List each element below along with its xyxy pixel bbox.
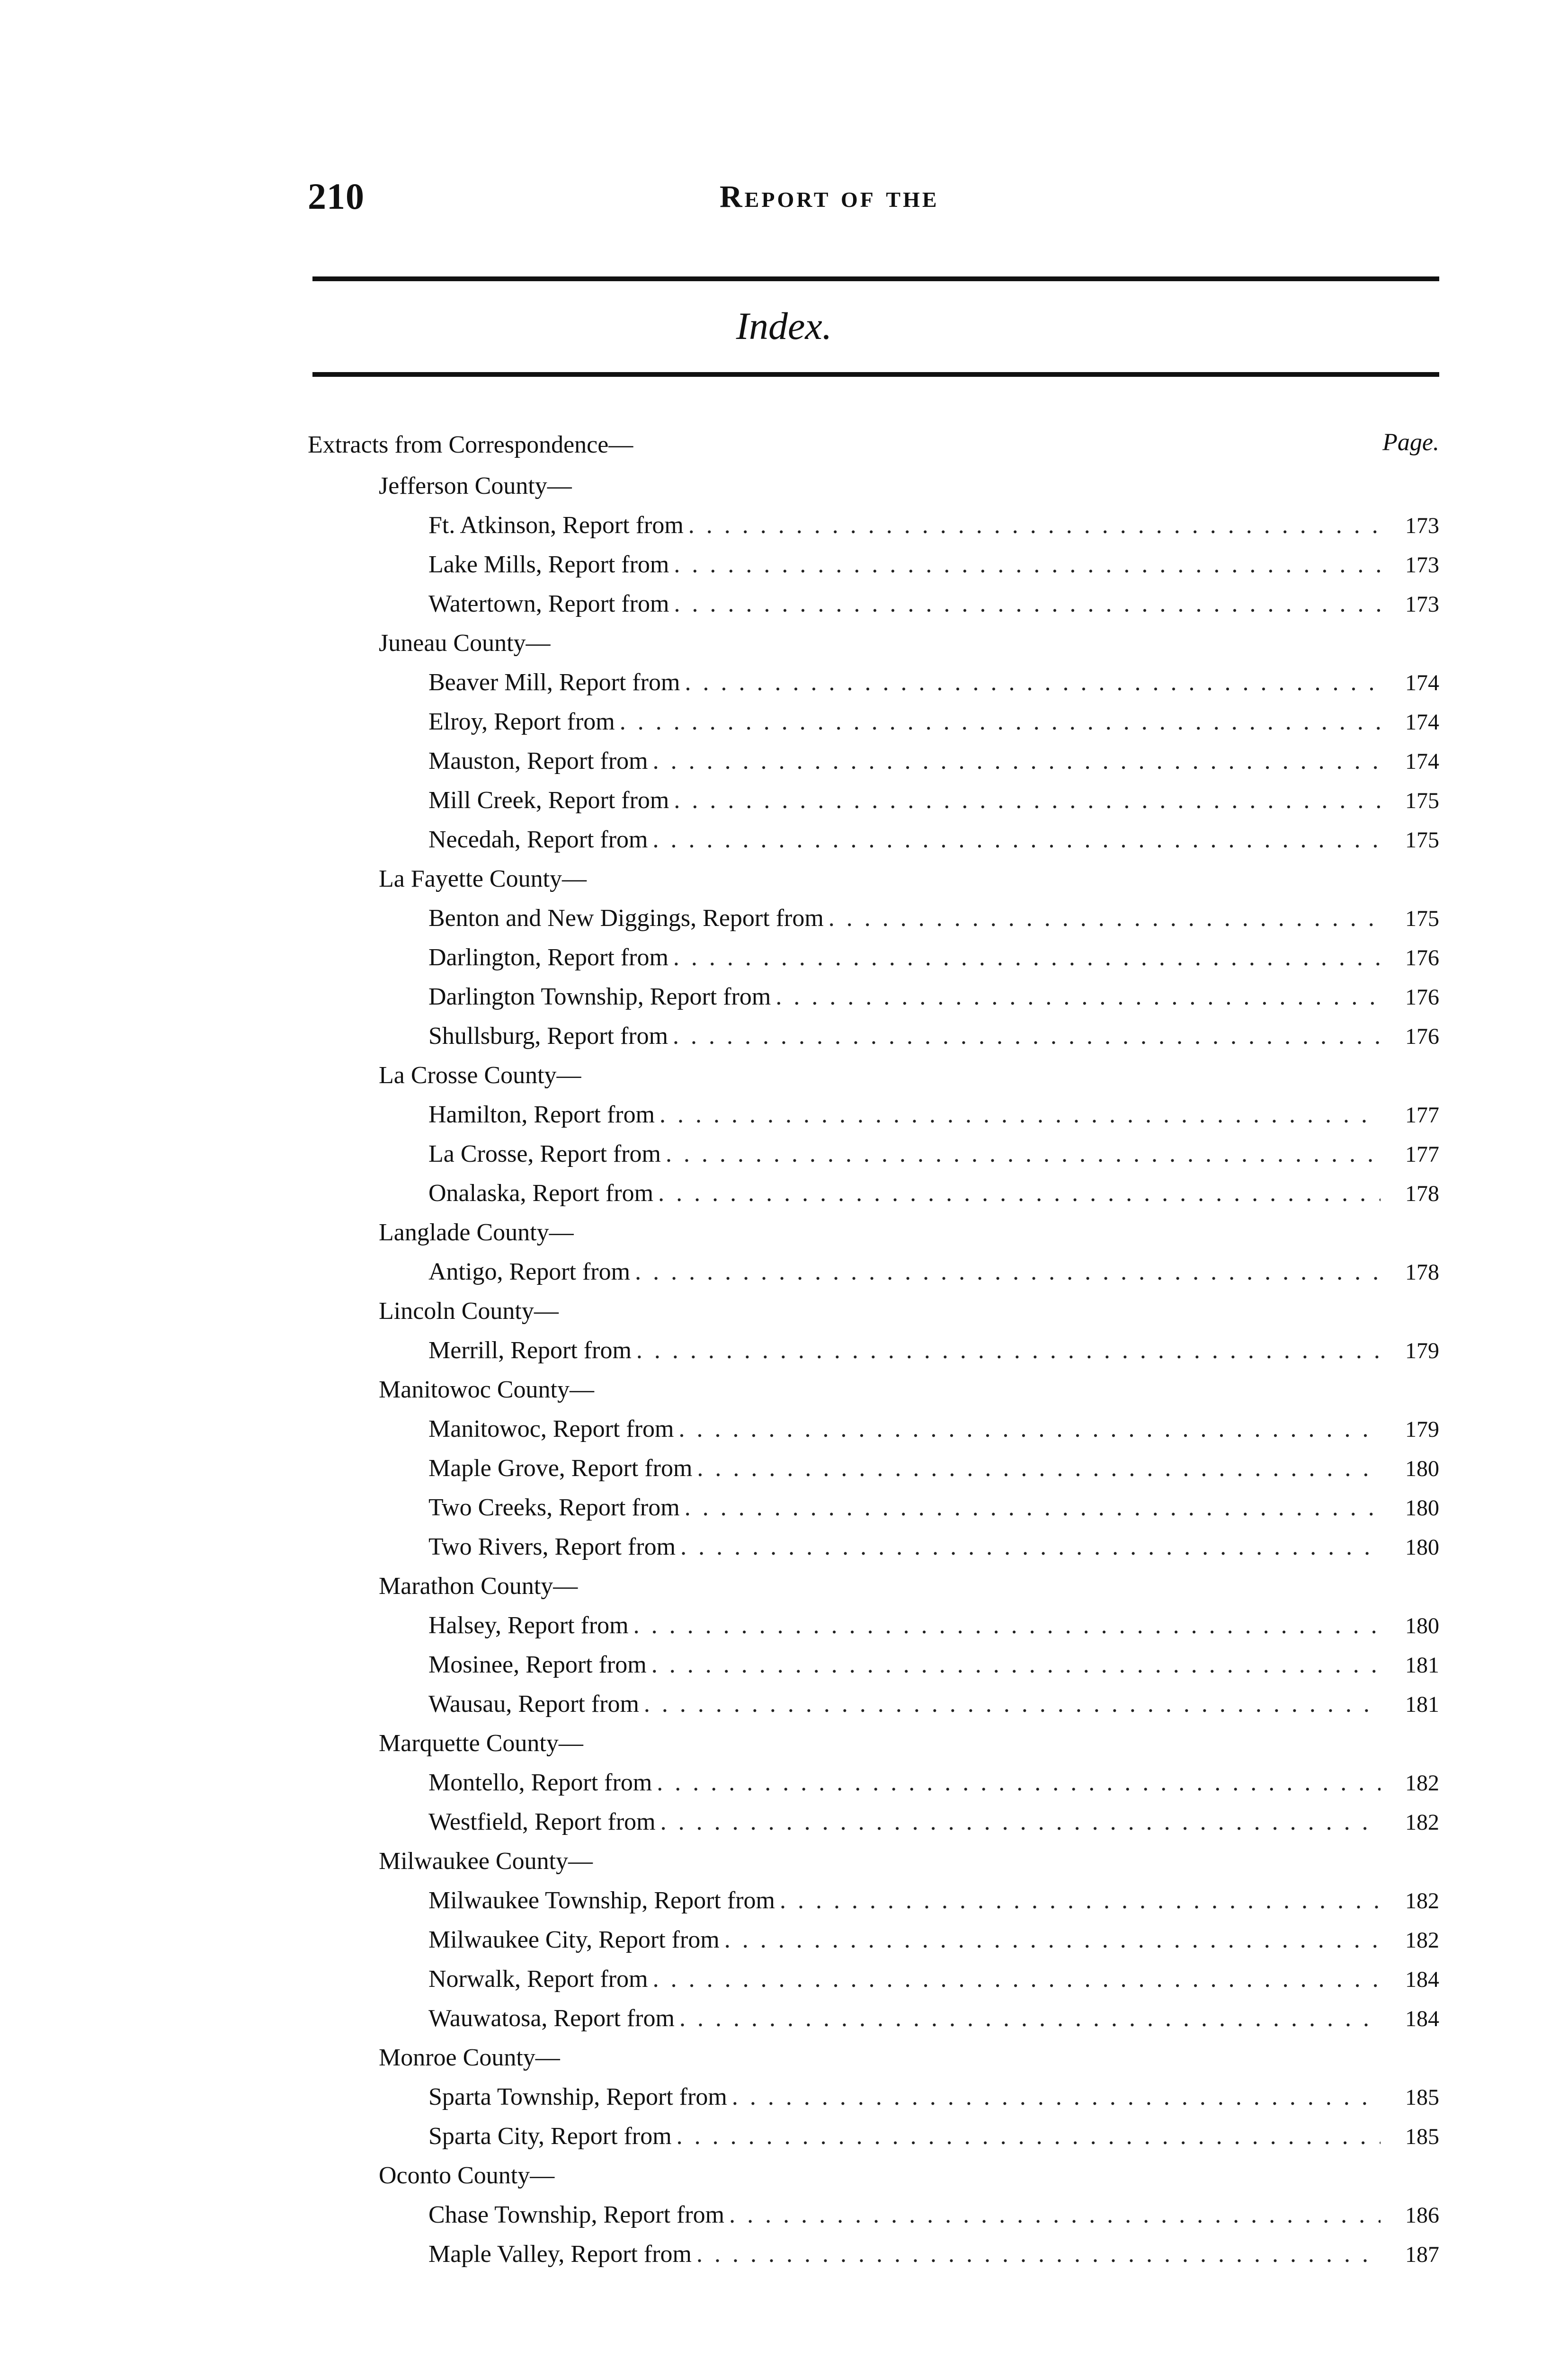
entry-label: Necedah, Report from bbox=[428, 826, 648, 853]
entry-page-number: 177 bbox=[1405, 1142, 1439, 1167]
index-entry bbox=[308, 1959, 1439, 1999]
dot-leader bbox=[780, 1881, 1381, 1920]
index-entry bbox=[308, 1252, 1439, 1291]
entry-page-number: 179 bbox=[1405, 1338, 1439, 1363]
entry-page-number: 176 bbox=[1405, 945, 1439, 970]
index-entry bbox=[308, 2077, 1439, 2117]
dot-leader bbox=[653, 1959, 1381, 1999]
dot-leader bbox=[633, 1606, 1381, 1645]
entry-label: Wauwatosa, Report from bbox=[428, 2005, 675, 2032]
entry-label: Mill Creek, Report from bbox=[428, 787, 669, 814]
dot-leader bbox=[775, 977, 1381, 1016]
entry-page-number: 182 bbox=[1405, 1928, 1439, 1953]
dot-leader bbox=[651, 1645, 1381, 1684]
entry-page-number: 176 bbox=[1405, 985, 1439, 1010]
county-heading: Milwaukee County— bbox=[379, 1848, 593, 1875]
index-title: Index. bbox=[736, 304, 832, 347]
dot-leader bbox=[658, 1174, 1381, 1213]
entry-page-number: 178 bbox=[1405, 1181, 1439, 1206]
entry-page-number: 177 bbox=[1405, 1103, 1439, 1128]
dot-leader bbox=[635, 1252, 1381, 1291]
entry-label: Hamilton, Report from bbox=[428, 1101, 655, 1128]
entry-page-number: 176 bbox=[1405, 1024, 1439, 1049]
dot-leader bbox=[688, 506, 1381, 545]
entry-page-number: 186 bbox=[1405, 2203, 1439, 2228]
dot-leader bbox=[653, 741, 1381, 781]
entry-label: Maple Valley, Report from bbox=[428, 2241, 692, 2268]
county-heading: La Crosse County— bbox=[379, 1062, 581, 1089]
index-entry bbox=[308, 1134, 1439, 1174]
entry-label: Two Rivers, Report from bbox=[428, 1533, 676, 1560]
index-entry bbox=[308, 1331, 1439, 1370]
county-heading: Manitowoc County— bbox=[379, 1376, 594, 1403]
dot-leader bbox=[659, 1095, 1381, 1134]
entry-page-number: 184 bbox=[1405, 2006, 1439, 2031]
entry-page-number: 173 bbox=[1405, 552, 1439, 578]
entry-label: Norwalk, Report from bbox=[428, 1966, 648, 1993]
entry-page-number: 180 bbox=[1405, 1456, 1439, 1481]
dot-leader bbox=[673, 1016, 1381, 1056]
index-entry bbox=[308, 663, 1439, 702]
dot-leader bbox=[829, 899, 1381, 938]
entry-label: Darlington, Report from bbox=[428, 944, 668, 971]
dot-leader bbox=[674, 584, 1381, 623]
entry-label: Onalaska, Report from bbox=[428, 1180, 654, 1207]
dot-leader bbox=[652, 820, 1381, 859]
dot-leader bbox=[673, 938, 1381, 977]
entry-page-number: 182 bbox=[1405, 1771, 1439, 1796]
entry-label: Montello, Report from bbox=[428, 1769, 652, 1796]
entry-label: Mauston, Report from bbox=[428, 747, 648, 774]
entry-page-number: 185 bbox=[1405, 2085, 1439, 2110]
entry-page-number: 180 bbox=[1405, 1613, 1439, 1638]
entry-page-number: 179 bbox=[1405, 1417, 1439, 1442]
entry-page-number: 178 bbox=[1405, 1260, 1439, 1285]
entry-label: Two Creeks, Report from bbox=[428, 1494, 680, 1521]
top-rule bbox=[312, 276, 1439, 281]
entry-page-number: 174 bbox=[1405, 710, 1439, 735]
entry-label: Shullsburg, Report from bbox=[428, 1023, 668, 1050]
index-entry bbox=[308, 977, 1439, 1016]
index-entry bbox=[308, 1606, 1439, 1645]
index-entry bbox=[308, 1920, 1439, 1959]
county-heading: Langlade County— bbox=[379, 1219, 574, 1246]
county-heading: Lincoln County— bbox=[379, 1298, 559, 1325]
entry-label: Wausau, Report from bbox=[428, 1691, 639, 1717]
index-entry bbox=[308, 1449, 1439, 1488]
entry-label: Lake Mills, Report from bbox=[428, 551, 669, 578]
index-entry bbox=[308, 781, 1439, 820]
entry-page-number: 173 bbox=[1405, 513, 1439, 538]
entry-label: Sparta City, Report from bbox=[428, 2123, 672, 2150]
dot-leader bbox=[666, 1134, 1381, 1174]
entry-page-number: 175 bbox=[1405, 906, 1439, 931]
dot-leader bbox=[724, 1920, 1381, 1959]
entry-label: Westfield, Report from bbox=[428, 1808, 656, 1835]
index-entry bbox=[308, 702, 1439, 741]
entry-page-number: 174 bbox=[1405, 670, 1439, 695]
dot-leader bbox=[685, 1488, 1381, 1527]
index-entry bbox=[308, 741, 1439, 781]
dot-leader bbox=[696, 2234, 1381, 2274]
entry-page-number: 181 bbox=[1405, 1653, 1439, 1678]
index-entry bbox=[308, 1763, 1439, 1802]
county-heading: Juneau County— bbox=[379, 630, 551, 657]
entry-label: Halsey, Report from bbox=[428, 1612, 629, 1639]
dot-leader bbox=[674, 545, 1381, 584]
dot-leader bbox=[660, 1802, 1381, 1842]
running-head: Report of the bbox=[720, 179, 939, 214]
dot-leader bbox=[674, 781, 1381, 820]
index-entry bbox=[308, 1881, 1439, 1920]
index-entry bbox=[308, 938, 1439, 977]
dot-leader bbox=[697, 1449, 1381, 1488]
dot-leader bbox=[677, 2117, 1381, 2156]
index-entry bbox=[308, 584, 1439, 623]
entry-page-number: 180 bbox=[1405, 1535, 1439, 1560]
dot-leader bbox=[644, 1684, 1381, 1724]
entry-page-number: 184 bbox=[1405, 1967, 1439, 1992]
dot-leader bbox=[679, 1999, 1381, 2038]
dot-leader bbox=[678, 1409, 1381, 1449]
dot-leader bbox=[732, 2077, 1381, 2117]
county-heading: Oconto County— bbox=[379, 2162, 555, 2189]
entry-label: Watertown, Report from bbox=[428, 590, 669, 617]
index-entry bbox=[308, 2117, 1439, 2156]
section-heading: Extracts from Correspondence— bbox=[308, 431, 633, 458]
index-entry bbox=[308, 1802, 1439, 1842]
index-entry bbox=[308, 1409, 1439, 1449]
entry-page-number: 175 bbox=[1405, 788, 1439, 813]
index-entry bbox=[308, 1684, 1439, 1724]
entry-label: Sparta Township, Report from bbox=[428, 2083, 727, 2110]
county-heading: Marathon County— bbox=[379, 1573, 578, 1600]
index-entry bbox=[308, 899, 1439, 938]
dot-leader bbox=[729, 2195, 1381, 2234]
index-entry bbox=[308, 1488, 1439, 1527]
entry-label: Mosinee, Report from bbox=[428, 1651, 647, 1678]
county-heading: Marquette County— bbox=[379, 1730, 583, 1757]
page-number: 210 bbox=[308, 176, 365, 217]
entry-label: La Crosse, Report from bbox=[428, 1140, 661, 1167]
entry-page-number: 174 bbox=[1405, 749, 1439, 774]
dot-leader bbox=[685, 663, 1381, 702]
entry-label: Merrill, Report from bbox=[428, 1337, 632, 1364]
page-column-label: Page. bbox=[1382, 429, 1439, 456]
county-heading: La Fayette County— bbox=[379, 865, 587, 892]
entry-page-number: 182 bbox=[1405, 1810, 1439, 1835]
entry-page-number: 175 bbox=[1405, 828, 1439, 853]
bottom-rule bbox=[312, 372, 1439, 377]
entry-page-number: 173 bbox=[1405, 592, 1439, 617]
county-heading: Monroe County— bbox=[379, 2044, 560, 2071]
dot-leader bbox=[620, 702, 1381, 741]
dot-leader bbox=[636, 1331, 1381, 1370]
index-entry bbox=[308, 506, 1439, 545]
dot-leader bbox=[657, 1763, 1381, 1802]
index-entry bbox=[308, 2195, 1439, 2234]
entry-page-number: 182 bbox=[1405, 1888, 1439, 1913]
index-entry bbox=[308, 1999, 1439, 2038]
entry-label: Maple Grove, Report from bbox=[428, 1455, 693, 1482]
entry-label: Beaver Mill, Report from bbox=[428, 669, 680, 696]
entry-label: Antigo, Report from bbox=[428, 1258, 631, 1285]
entry-label: Milwaukee City, Report from bbox=[428, 1926, 720, 1953]
entry-page-number: 180 bbox=[1405, 1495, 1439, 1521]
entry-page-number: 185 bbox=[1405, 2124, 1439, 2149]
entry-page-number: 181 bbox=[1405, 1692, 1439, 1717]
entry-label: Chase Township, Report from bbox=[428, 2201, 725, 2228]
index-entry bbox=[308, 545, 1439, 584]
dot-leader bbox=[680, 1527, 1381, 1566]
entry-page-number: 187 bbox=[1405, 2242, 1439, 2267]
entry-label: Ft. Atkinson, Report from bbox=[428, 512, 684, 539]
index-entry bbox=[308, 1095, 1439, 1134]
entry-label: Manitowoc, Report from bbox=[428, 1415, 674, 1442]
index-entry bbox=[308, 2234, 1439, 2274]
index-entry bbox=[308, 1174, 1439, 1213]
index-entry bbox=[308, 820, 1439, 859]
index-entry bbox=[308, 1527, 1439, 1566]
entry-label: Darlington Township, Report from bbox=[428, 983, 771, 1010]
index-entry bbox=[308, 1645, 1439, 1684]
entry-label: Benton and New Diggings, Report from bbox=[428, 905, 824, 932]
index-entry bbox=[308, 1016, 1439, 1056]
entry-label: Elroy, Report from bbox=[428, 708, 615, 735]
index-list bbox=[308, 466, 1439, 2274]
county-heading: Jefferson County— bbox=[379, 472, 572, 499]
entry-label: Milwaukee Township, Report from bbox=[428, 1887, 775, 1914]
